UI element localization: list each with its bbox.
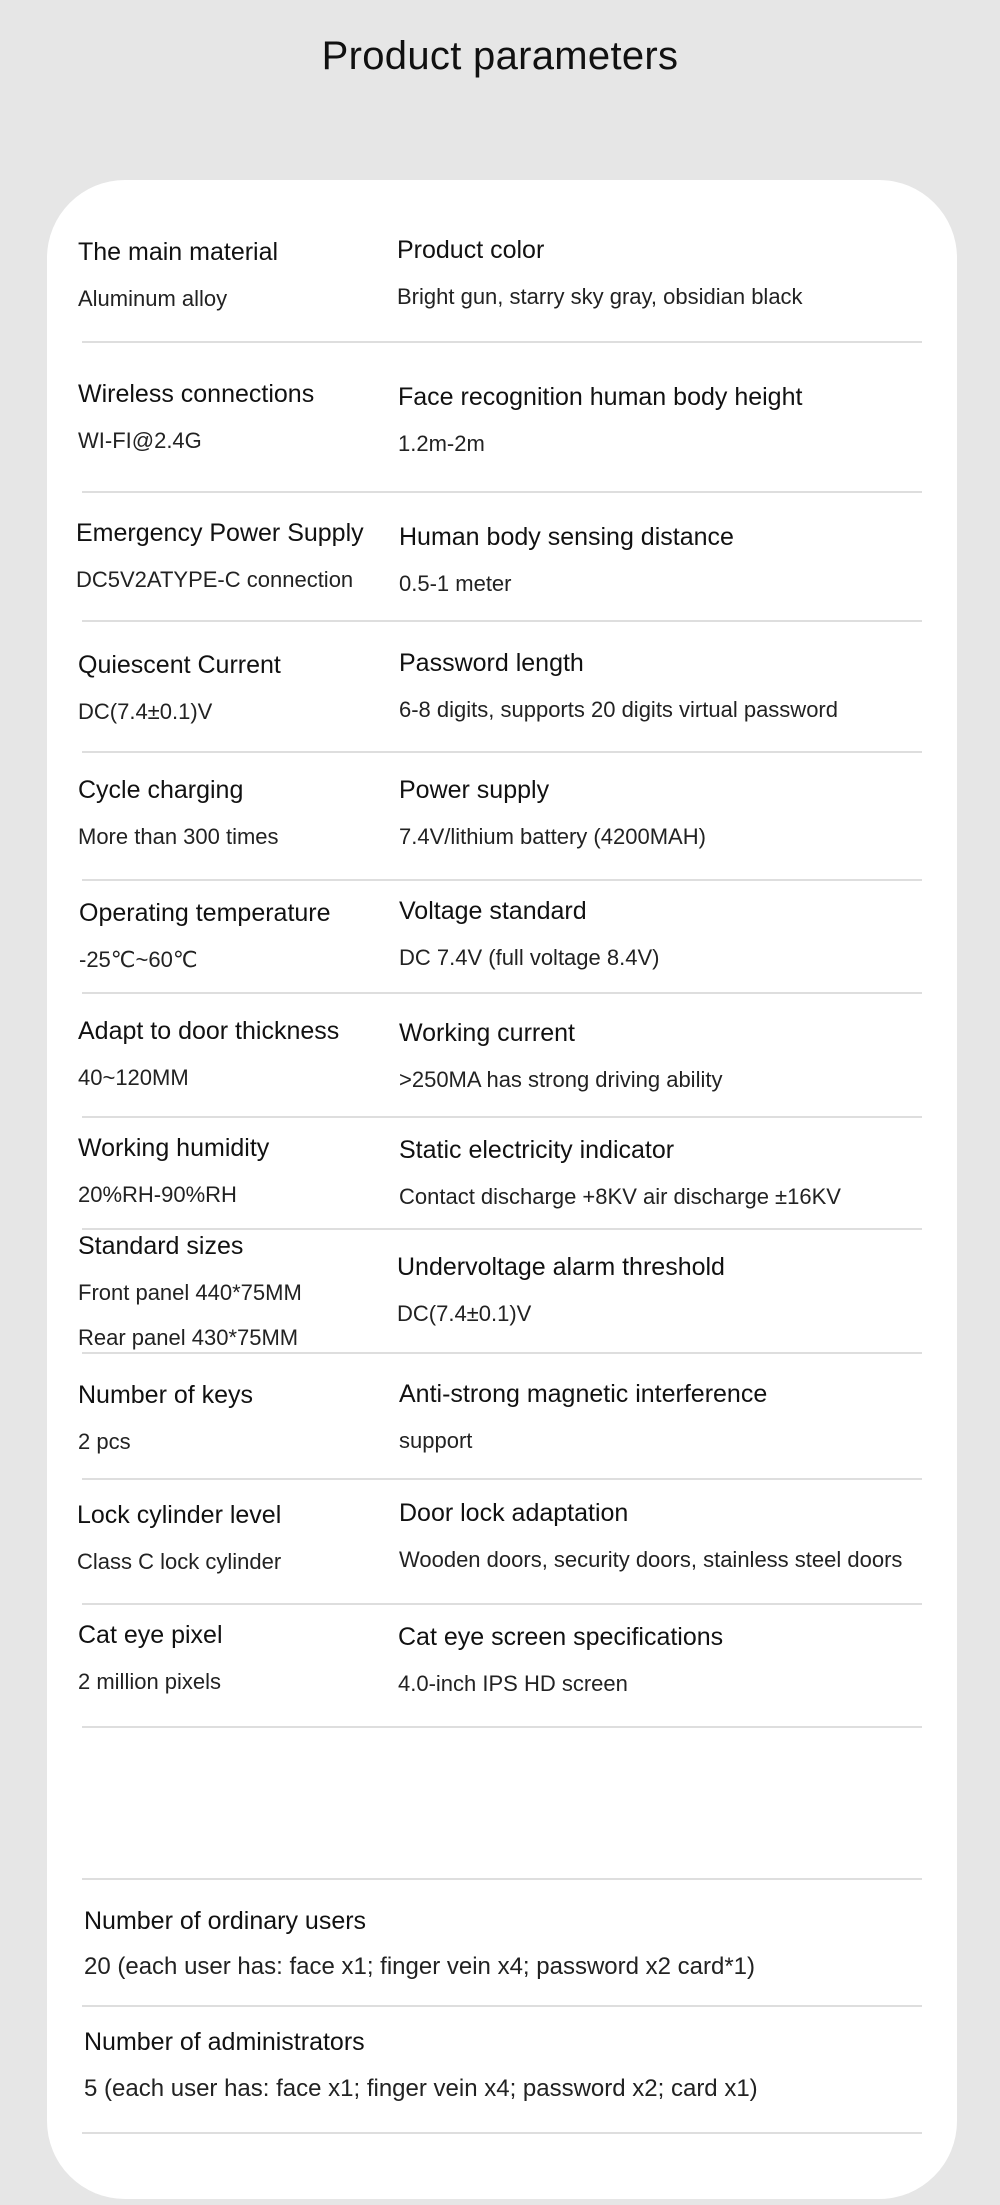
param-label-sensing-distance: Human body sensing distance — [399, 523, 734, 551]
param-value-door-thickness: 40~120MM — [78, 1065, 189, 1090]
param-label-keys: Number of keys — [78, 1381, 254, 1409]
param-label-working-current: Working current — [399, 1019, 575, 1047]
param-value-keys: 2 pcs — [78, 1429, 131, 1454]
param-value-sensing-distance: 0.5-1 meter — [399, 571, 512, 596]
row-divider — [82, 1878, 922, 1880]
row-divider — [82, 879, 922, 881]
param-value-cylinder-level: Class C lock cylinder — [77, 1549, 282, 1574]
param-value-cat-eye-pixel: 2 million pixels — [78, 1669, 222, 1694]
param-label-operating-temp: Operating temperature — [79, 899, 331, 927]
param-label-power-supply: Power supply — [399, 776, 550, 804]
page-title: Product parameters — [321, 34, 679, 78]
param-label-face-height: Face recognition human body height — [398, 383, 803, 411]
row-divider — [82, 491, 922, 493]
param-value-working-current: >250MA has strong driving ability — [399, 1067, 723, 1092]
param-label-cylinder-level: Lock cylinder level — [77, 1501, 282, 1529]
param-value-door-adaptation: Wooden doors, security doors, stainless steel doors — [399, 1547, 903, 1572]
param-value-rear-panel: Rear panel 430*75MM — [78, 1325, 299, 1350]
param-value-magnetic: support — [399, 1428, 473, 1453]
param-label-main-material: The main material — [78, 238, 279, 266]
param-value-product-color: Bright gun, starry sky gray, obsidian black — [397, 284, 803, 309]
param-value-face-height: 1.2m-2m — [398, 431, 485, 456]
param-value-administrators: 5 (each user has: face x1; finger vein x4; password x2; card x1) — [84, 2075, 758, 2102]
param-label-standard-sizes: Standard sizes — [78, 1232, 244, 1260]
row-divider — [82, 1478, 922, 1480]
param-label-ordinary-users: Number of ordinary users — [84, 1907, 367, 1935]
row-divider — [82, 1726, 922, 1728]
param-label-password-length: Password length — [399, 649, 584, 677]
row-divider — [82, 620, 922, 622]
param-label-emergency-power: Emergency Power Supply — [76, 519, 364, 547]
param-label-wireless: Wireless connections — [78, 380, 315, 408]
param-value-main-material: Aluminum alloy — [78, 286, 228, 311]
row-divider — [82, 2005, 922, 2007]
param-value-humidity: 20%RH-90%RH — [78, 1182, 237, 1207]
param-value-cycle-charging: More than 300 times — [78, 824, 279, 849]
param-value-quiescent-current: DC(7.4±0.1)V — [78, 699, 213, 724]
param-label-quiescent-current: Quiescent Current — [78, 651, 281, 679]
param-label-door-adaptation: Door lock adaptation — [399, 1499, 629, 1527]
param-label-door-thickness: Adapt to door thickness — [78, 1017, 340, 1045]
param-label-undervoltage: Undervoltage alarm threshold — [397, 1253, 725, 1281]
param-label-cat-eye-pixel: Cat eye pixel — [78, 1621, 223, 1649]
param-value-operating-temp: -25℃~60℃ — [79, 947, 198, 972]
param-value-emergency-power: DC5V2ATYPE-C connection — [76, 567, 354, 592]
row-divider — [82, 1603, 922, 1605]
param-label-humidity: Working humidity — [78, 1134, 270, 1162]
param-value-power-supply: 7.4V/lithium battery (4200MAH) — [399, 824, 706, 849]
row-divider — [82, 1352, 922, 1354]
param-value-undervoltage: DC(7.4±0.1)V — [397, 1301, 532, 1326]
row-divider — [82, 341, 922, 343]
param-value-cat-eye-screen: 4.0-inch IPS HD screen — [398, 1671, 628, 1696]
param-value-password-length: 6-8 digits, supports 20 digits virtual password — [399, 697, 838, 722]
param-label-magnetic: Anti-strong magnetic interference — [399, 1380, 768, 1408]
param-label-voltage-standard: Voltage standard — [399, 897, 587, 925]
param-value-static-indicator: Contact discharge +8KV air discharge ±16KV — [399, 1184, 841, 1209]
row-divider — [82, 2132, 922, 2134]
row-divider — [82, 1228, 922, 1230]
param-value-voltage-standard: DC 7.4V (full voltage 8.4V) — [399, 945, 660, 970]
param-label-product-color: Product color — [397, 236, 545, 264]
param-label-administrators: Number of administrators — [84, 2028, 365, 2056]
param-label-cycle-charging: Cycle charging — [78, 776, 244, 804]
param-label-cat-eye-screen: Cat eye screen specifications — [398, 1623, 724, 1651]
param-value-ordinary-users: 20 (each user has: face x1; finger vein x4; password x2 card*1) — [84, 1953, 756, 1980]
param-label-static-indicator: Static electricity indicator — [399, 1136, 675, 1164]
row-divider — [82, 1116, 922, 1118]
row-divider — [82, 992, 922, 994]
row-divider — [82, 751, 922, 753]
param-value-front-panel: Front panel 440*75MM — [78, 1280, 302, 1305]
param-value-wireless: WI-FI@2.4G — [78, 428, 202, 453]
